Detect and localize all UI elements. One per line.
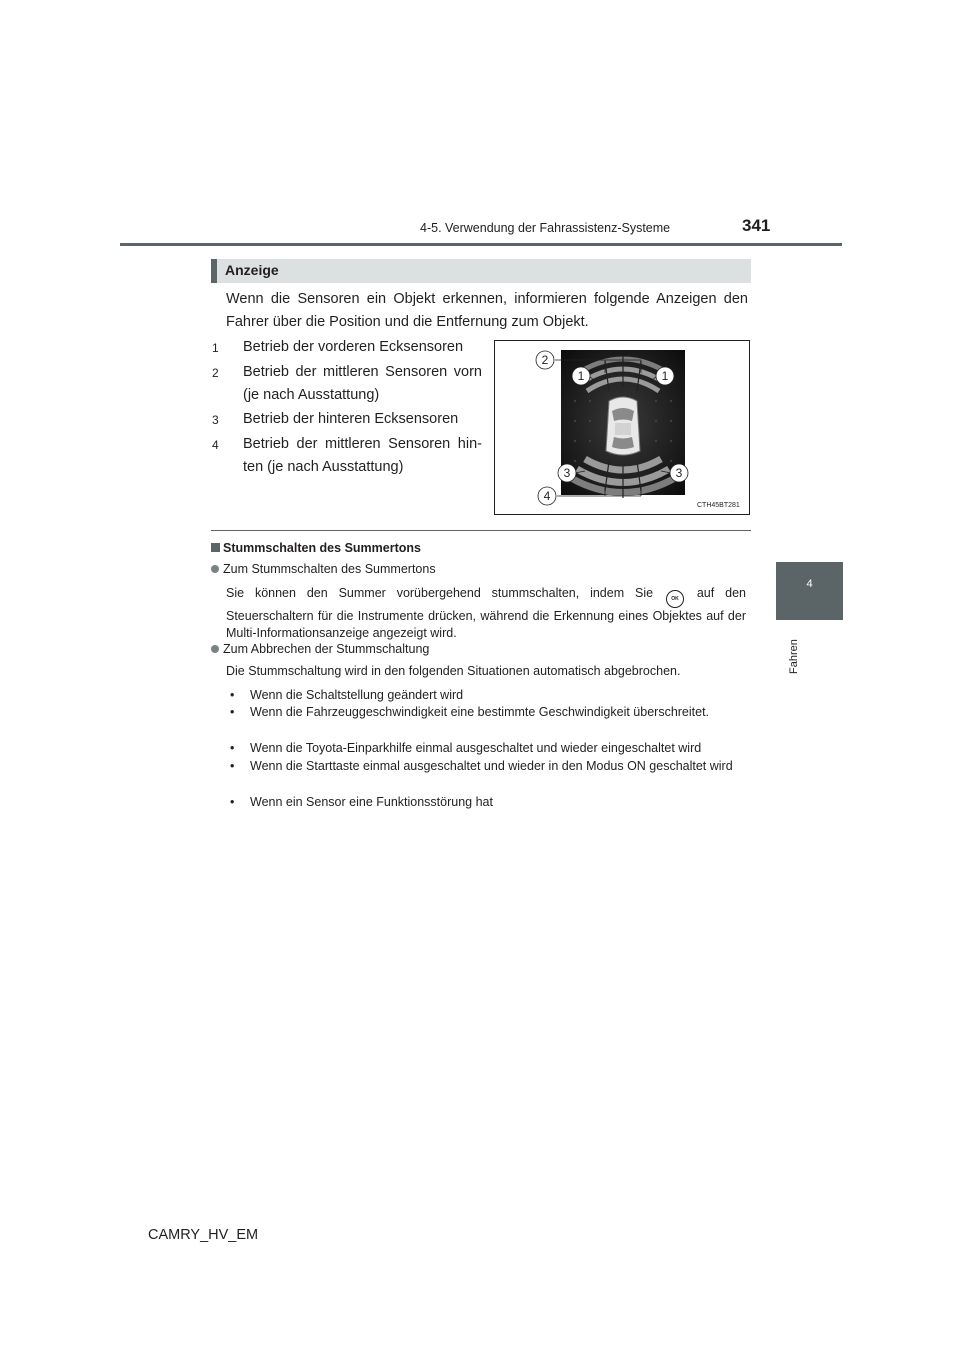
list-item <box>212 361 482 407</box>
figure-code: CTH45BT281 <box>697 502 740 509</box>
chapter-number: 4 <box>806 578 813 590</box>
list-item: • Wenn die Fahrzeuggeschwindigkeit eine bestimmte Geschwindigkeit überschreitet. <box>230 705 710 719</box>
ok-button-icon: OK <box>666 590 684 608</box>
callout-label: 3 <box>563 466 571 480</box>
circle-bullet-icon <box>211 565 219 573</box>
subsection-title <box>211 541 421 555</box>
item-text: Betrieb der vorderen Ecksensoren <box>243 339 464 355</box>
section-divider <box>211 530 751 531</box>
callout-label: 2 <box>541 353 549 367</box>
square-bullet-icon <box>211 543 220 552</box>
bullet-title: Zum Stummschalten des Summertons <box>223 562 436 576</box>
section-title: Anzeige <box>225 262 279 278</box>
section-heading-marker <box>211 259 217 283</box>
list-item: • Wenn die Schaltstellung geändert wird <box>230 688 464 702</box>
chapter-tab <box>776 562 843 620</box>
item-text: Betrieb der mittleren Sensoren hinten (je nach Ausstattung) <box>243 436 482 475</box>
page-number: 341 <box>742 216 771 235</box>
car-icon <box>606 397 640 455</box>
bullet-heading <box>211 562 436 576</box>
list-item: • Wenn ein Sensor eine Funktionsstörung hat <box>230 795 493 809</box>
subsection-title-text: Stummschalten des Summertons <box>223 541 421 555</box>
list-item: • Wenn die Toyota-Einparkhilfe einmal ausgeschaltet und wieder eingeschaltet wird <box>230 741 702 755</box>
circle-bullet-icon <box>211 645 219 653</box>
section-intro: Wenn die Sensoren ein Objekt erkennen, informieren folgende Anzeigen den Fahrer über die Position und die Entfernung zum Objekt. <box>226 291 748 330</box>
bullet-paragraph <box>226 585 746 642</box>
callout-label: 1 <box>577 369 585 383</box>
callout-label: 1 <box>661 369 669 383</box>
paragraph-text-after: auf den Steuerschaltern für die Instrumente drücken, während die Erkennung eines Objektes auf der Multi-Informationsanzeige angezeigt wird. <box>226 586 746 640</box>
list-item <box>212 433 482 479</box>
list-item <box>212 336 482 359</box>
list-item <box>212 408 482 431</box>
bullet-paragraph: Die Stummschaltung wird in den folgenden Situationen automatisch abgebrochen. <box>226 664 681 678</box>
bullet-heading <box>211 642 429 656</box>
item-number: 2 <box>212 366 219 380</box>
paragraph-text-before: Sie können den Summer vorübergehend stummschalten, indem Sie <box>226 586 654 600</box>
bullet-title: Zum Abbrechen der Stummschaltung <box>223 642 430 656</box>
model-code: CAMRY_HV_EM <box>148 1227 259 1243</box>
item-number: 1 <box>212 341 219 355</box>
chapter-label: Fahren <box>788 639 800 674</box>
item-text: Betrieb der mittleren Sensoren vorn (je nach Ausstattung) <box>243 364 482 403</box>
item-number: 4 <box>212 438 219 452</box>
callout-label: 3 <box>675 466 683 480</box>
header-section-title: 4-5. Verwendung der Fahrassistenz-Systeme <box>420 221 671 235</box>
header-rule <box>120 243 842 246</box>
section-heading-bar <box>211 259 751 283</box>
list-item: • Wenn die Starttaste einmal ausgeschaltet und wieder in den Modus ON geschaltet wird <box>230 759 733 773</box>
parking-sensor-illustration <box>495 341 751 516</box>
callout-label: 4 <box>543 489 551 503</box>
chapter-label-wrap <box>780 630 810 674</box>
item-number: 3 <box>212 413 219 427</box>
item-text: Betrieb der hinteren Ecksensoren <box>243 411 459 427</box>
parking-sensor-figure <box>494 340 750 515</box>
